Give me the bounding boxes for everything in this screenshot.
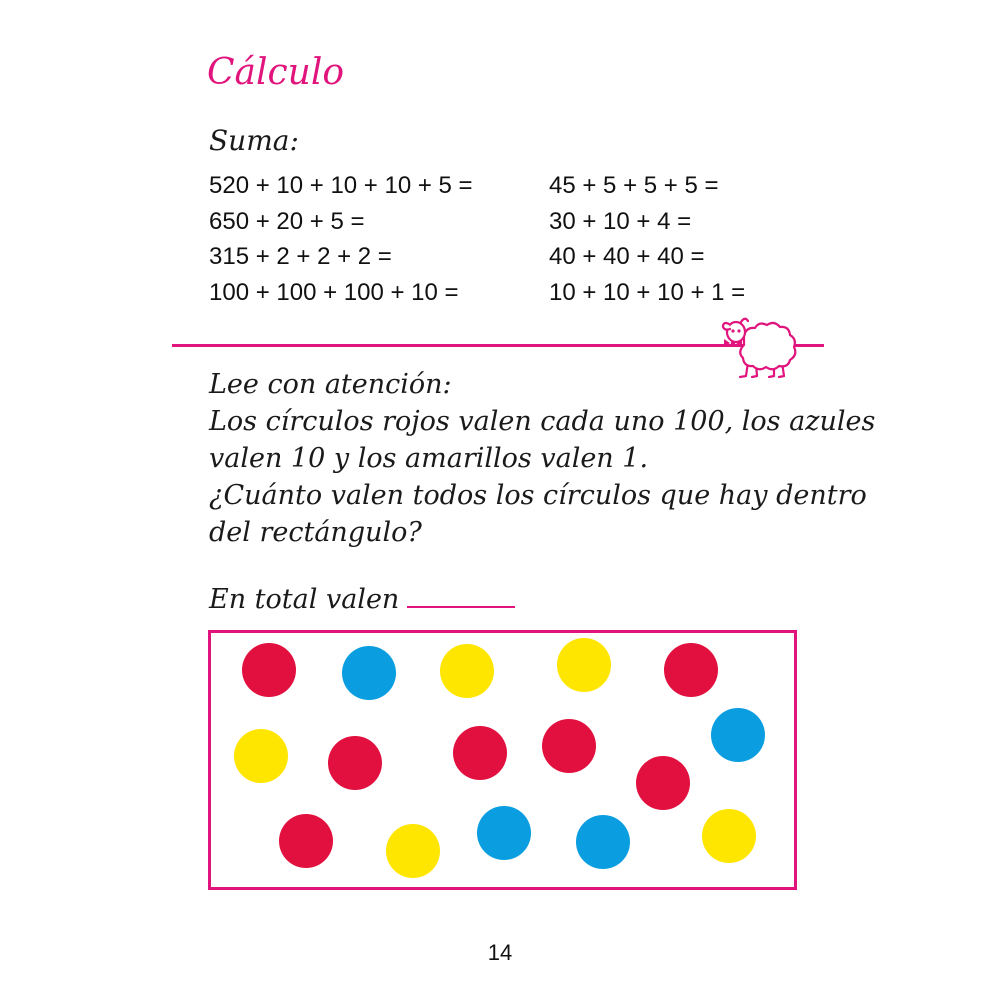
sum-exercise: 650 + 20 + 5 = [209,207,365,235]
sum-column-left [209,168,473,310]
sum-exercise: 100 + 100 + 100 + 10 = [209,278,459,306]
reading-line: Lee con atención: [209,369,452,400]
reading-line: valen 10 y los amarillos valen 1. [209,443,649,474]
sum-exercise: 10 + 10 + 10 + 1 = [549,278,746,306]
reading-line: del rectángulo? [209,517,422,548]
reading-text [209,366,876,551]
answer-prompt: En total valen [209,584,400,615]
answer-blank[interactable] [407,586,515,608]
reading-line: Los círculos rojos valen cada uno 100, los azules [209,406,876,437]
sum-exercise: 45 + 5 + 5 + 5 = [549,172,719,199]
page-title: Cálculo [207,52,345,93]
sum-exercise: 520 + 10 + 10 + 10 + 5 = [209,172,473,199]
reading-line: ¿Cuánto valen todos los círculos que hay dentro [209,480,867,511]
circles-rectangle [208,630,797,890]
sum-section-label: Suma: [209,124,299,157]
sum-exercise: 40 + 40 + 40 = [549,243,705,270]
page-number: 14 [487,940,513,965]
sum-column-right [549,168,745,310]
sum-exercise: 315 + 2 + 2 + 2 = [209,243,392,270]
answer-row [209,584,515,615]
sum-exercise: 30 + 10 + 4 = [549,207,692,235]
